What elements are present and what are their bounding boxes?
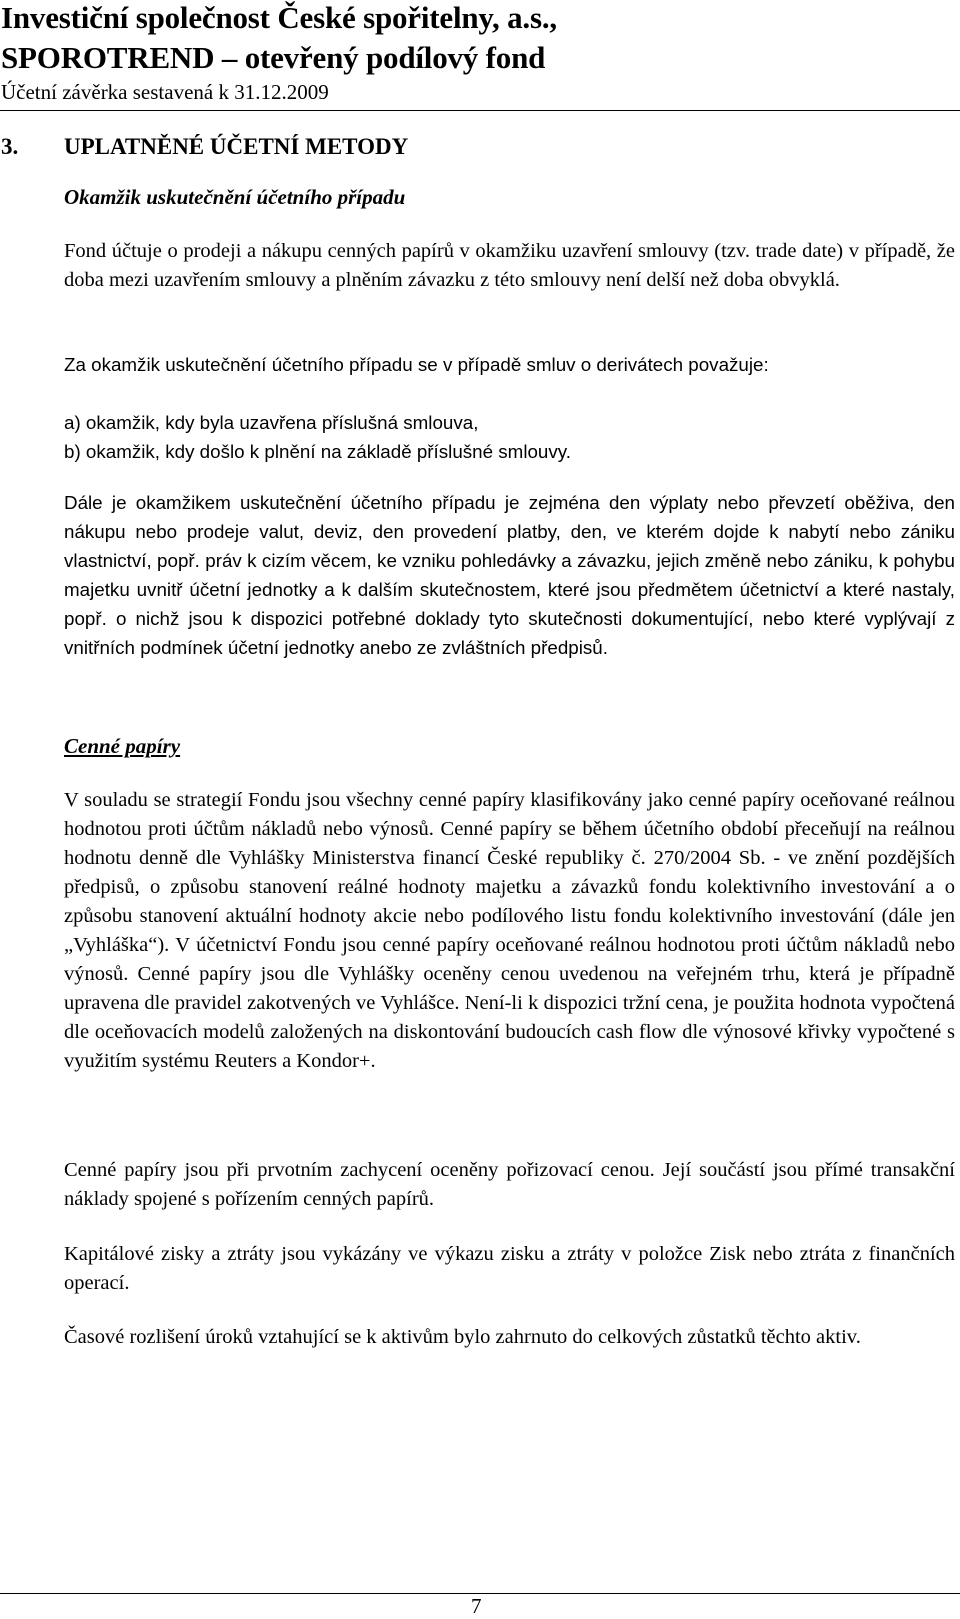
subheading-moment: Okamžik uskutečnění účetního případu xyxy=(64,185,406,209)
paragraph-interest-accrual: Časové rozlišení úroků vztahující se k aktivům bylo zahrnuto do celkových zůstatků těchto aktiv. xyxy=(64,1326,861,1348)
header-company: Investiční společnost České spořitelny, a.s., xyxy=(1,0,557,35)
paragraph-capital-gains: Kapitálové zisky a ztráty jsou vykázány ve výkazu zisku a ztráty v položce Zisk nebo ztráta z finančních operací. xyxy=(64,1243,955,1294)
paragraph-initial-recognition: Cenné papíry jsou při prvotním zachycení oceněny pořizovací cenou. Její součástí jsou přímé transakční náklady spojené s pořízením cenných papírů. xyxy=(64,1159,955,1210)
list-item-a: a) okamžik, kdy byla uzavřena příslušná smlouva, xyxy=(64,412,479,433)
section-title: UPLATNĚNÉ ÚČETNÍ METODY xyxy=(64,134,409,159)
section-heading xyxy=(1,134,408,160)
page-number: 7 xyxy=(471,1594,482,1618)
paragraph-derivatives-intro: Za okamžik uskutečnění účetního případu se v případě smluv o derivátech považuje: xyxy=(64,354,769,375)
paragraph-trade-date: Fond účtuje o prodeji a nákupu cenných papírů v okamžiku uzavření smlouvy (tzv. trade date) v případě, že doba mezi uzavřením smlouvy a plněním závazku z této smlouvy není delší než doba obvyklá. xyxy=(64,240,955,291)
paragraph-accounting-moment: Dále je okamžikem uskutečnění účetního případu je zejména den výplaty nebo převzetí oběživa, den nákupu nebo prodeje valut, deviz, den provedení platby, den, ve kterém dojde k nabytí nebo zániku vlastnictví, popř. práv k cizím věcem, ke vzniku pohledávky a závazku, jejich změně nebo zániku, k pohybu majetku uvnitř účetní jednotky a k dalším skutečnostem, které jsou předmětem účetnictví a které nastaly, popř. o nichž jsou k dispozici potřebné doklady tyto skutečnosti dokumentující, nebo které vyplývají z vnitřních podmínek účetní jednotky anebo ze zvláštních předpisů. xyxy=(64,492,955,658)
derivatives-list xyxy=(64,408,955,466)
header-fund: SPOROTREND – otevřený podílový fond xyxy=(1,40,546,75)
header-divider xyxy=(0,110,960,111)
subheading-securities: Cenné papíry xyxy=(64,734,181,758)
header-statement: Účetní závěrka sestavená k 31.12.2009 xyxy=(1,80,329,104)
paragraph-securities-valuation: V souladu se strategií Fondu jsou všechny cenné papíry klasifikovány jako cenné papíry oceňované reálnou hodnotou proti účtům nákladů nebo výnosů. Cenné papíry se během účetního období přeceňují na reálnou hodnotu denně dle Vyhlášky Ministerstva financí České republiky č. 270/2004 Sb. - ve znění pozdějších předpisů, o způsobu stanovení reálné hodnoty majetku a závazků fondu kolektivního investování a o způsobu stanovení aktuální hodnoty akcie nebo podílového listu fondu kolektivního investování (dále jen „Vyhláška“). V účetnictví Fondu jsou cenné papíry oceňované reálnou hodnotou proti účtům nákladů nebo výnosů. Cenné papíry jsou dle Vyhlášky oceněny cenou uvedenou na veřejném trhu, která je případně upravena dle pravidel zakotvených ve Vyhlášce. Není-li k dispozici tržní cena, je použita hodnota vypočtená dle oceňovacích modelů založených na diskontování budoucích cash flow dle výnosové křivky vypočtené s využitím systému Reuters a Kondor+. xyxy=(64,789,955,1072)
list-item-b: b) okamžik, kdy došlo k plnění na základě příslušné smlouvy. xyxy=(64,441,571,462)
section-number: 3. xyxy=(1,134,19,159)
